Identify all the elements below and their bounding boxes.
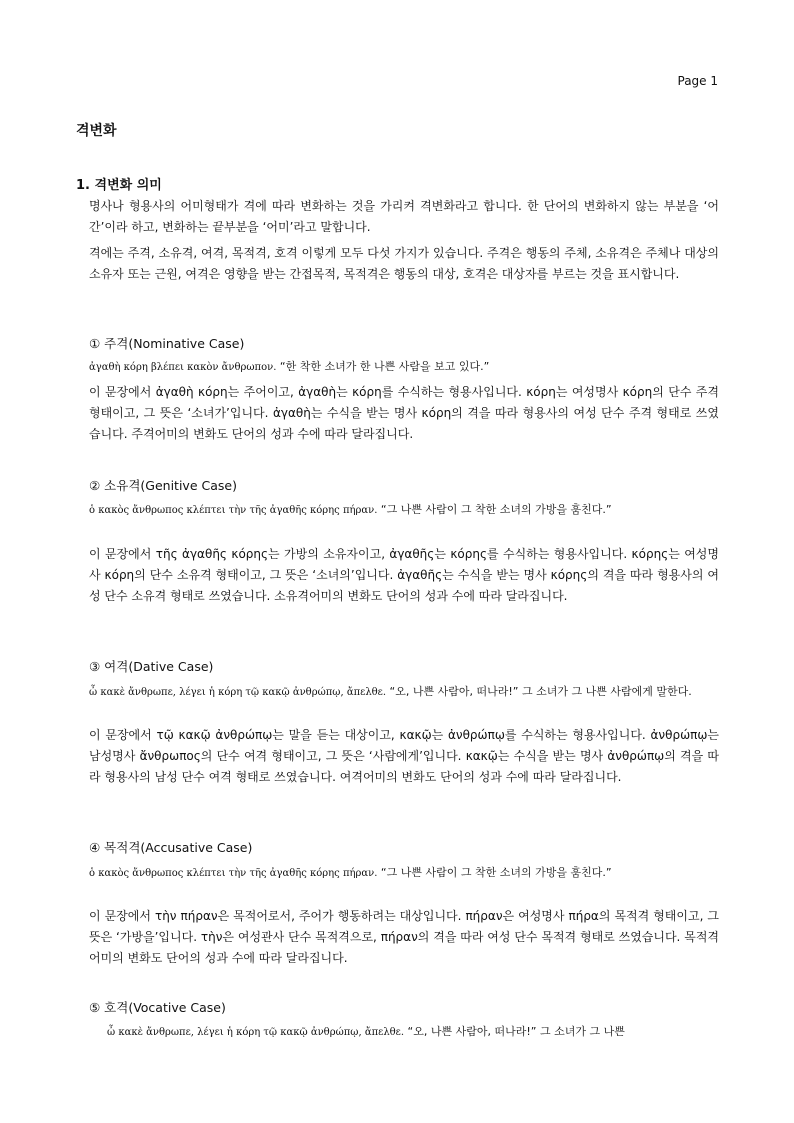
page-number: Page 1 (677, 74, 718, 88)
explanation-accusative: 이 문장에서 τὴν πήραν은 목적어로서, 주어가 행동하려는 대상입니다. πήραν은 여성명사 πήρα의 목적격 형태이고, 그 뜻은 ‘가방을’입니다. τὴν은 여성관사 단수 목적격으로, πήραν의 격을 따라 여성 단수 목적격 형태로 쓰였습니다. 목적격어미의 변화도 단어의 성과 수에 따라 달라집니다. (89, 909, 719, 965)
explanation-dative: 이 문장에서 τῷ κακῷ ἀνθρώπῳ는 말을 듣는 대상이고, κακῷ는 ἀνθρώπῳ를 수식하는 형용사입니다. ἀνθρώπῳ는 남성명사 ἄνθρωπος의 단수 여격 형태이고, 그 뜻은 ‘사람에게’입니다. κακῷ는 수식을 받는 명사 ἀνθρώπῳ의 격을 따라 형용사의 남성 단수 여격 형태로 쓰였습니다. 여격어미의 변화도 단어의 성과 수에 따라 달라집니다. (89, 728, 719, 784)
explanation-genitive: 이 문장에서 τῆς ἀγαθῆς κόρης는 가방의 소유자이고, ἀγαθῆς는 κόρης를 수식하는 형용사입니다. κόρης는 여성명사 κόρη의 단수 소유격 형태이고, 그 뜻은 ‘소녀의’입니다. ἀγαθῆς는 수식을 받는 명사 κόρης의 격을 따라 형용사의 여성 단수 소유격 형태로 쓰였습니다. 소유격어미의 변화도 단어의 성과 수에 따라 달라집니다. (89, 547, 719, 603)
korean-translation: “그 나쁜 사람이 그 착한 소녀의 가방을 훔친다.” (380, 503, 612, 516)
greek-text: ὁ κακὸς ἄνθρωπος κλέπτει τὴν τῆς ἀγαθῆς κόρης πήραν. (89, 868, 378, 879)
greek-text: ὁ κακὸς ἄνθρωπος κλέπτει τὴν τῆς ἀγαθῆς κόρης πήραν. (89, 505, 378, 516)
example-sentence-nominative (89, 356, 719, 378)
example-sentence-dative (89, 681, 719, 703)
page-title: 격변화 (76, 123, 117, 139)
intro-paragraph-2: 격에는 주격, 소유격, 여격, 목적격, 호격 이렇게 모두 다섯 가지가 있습니다. 주격은 행동의 주체, 소유격은 주체나 대상의 소유자 또는 근원, 여격은 영향을 받는 간접목적, 목적격은 행동의 대상, 호격은 대상자를 부르는 것을 표시합니다. (89, 246, 719, 281)
example-sentence-vocative (107, 1021, 719, 1042)
greek-text: ὦ κακὲ ἄνθρωπε, λέγει ἡ κόρη τῷ κακῷ ἀνθρώπῳ, ἄπελθε. (89, 687, 387, 698)
greek-text: ἀγαθὴ κόρη βλέπει κακὸν ἄνθρωπον. (89, 362, 277, 373)
example-sentence-genitive (89, 499, 719, 521)
korean-translation: “그 나쁜 사람이 그 착한 소녀의 가방을 훔친다.” (380, 866, 612, 879)
korean-translation: “오, 나쁜 사람아, 떠나라!” 그 소녀가 그 나쁜 (407, 1025, 625, 1038)
case-heading-nominative: ① 주격(Nominative Case) (89, 336, 245, 351)
section-heading: 1. 격변화 의미 (76, 178, 162, 193)
case-heading-genitive: ② 소유격(Genitive Case) (89, 478, 237, 493)
greek-text: ὦ κακὲ ἄνθρωπε, λέγει ἡ κόρη τῷ κακῷ ἀνθρώπῳ, ἄπελθε. (107, 1027, 405, 1038)
korean-translation: “오, 나쁜 사람아, 떠나라!” 그 소녀가 그 나쁜 사람에게 말한다. (389, 685, 692, 698)
case-heading-dative: ③ 여격(Dative Case) (89, 659, 214, 674)
explanation-nominative: 이 문장에서 ἀγαθὴ κόρη는 주어이고, ἀγαθὴ는 κόρη를 수식하는 형용사입니다. κόρη는 여성명사 κόρη의 단수 주격 형태이고, 그 뜻은 ‘소녀가’입니다. ἀγαθὴ는 수식을 받는 명사 κόρη의 격을 따라 형용사의 여성 단수 주격 형태로 쓰였습니다. 주격어미의 변화도 단어의 성과 수에 따라 달라집니다. (89, 385, 719, 441)
example-sentence-accusative (89, 862, 719, 884)
case-heading-vocative: ⑤ 호격(Vocative Case) (89, 1000, 226, 1015)
intro-paragraph-1: 명사나 형용사의 어미형태가 격에 따라 변화하는 것을 가리켜 격변화라고 합니다. 한 단어의 변화하지 않는 부분을 ‘어간’이라 하고, 변화하는 끝부분을 ‘어미’라고 말합니다. (89, 199, 719, 234)
case-heading-accusative: ④ 목적격(Accusative Case) (89, 840, 253, 855)
korean-translation: “한 착한 소녀가 한 나쁜 사람을 보고 있다.” (279, 360, 490, 373)
